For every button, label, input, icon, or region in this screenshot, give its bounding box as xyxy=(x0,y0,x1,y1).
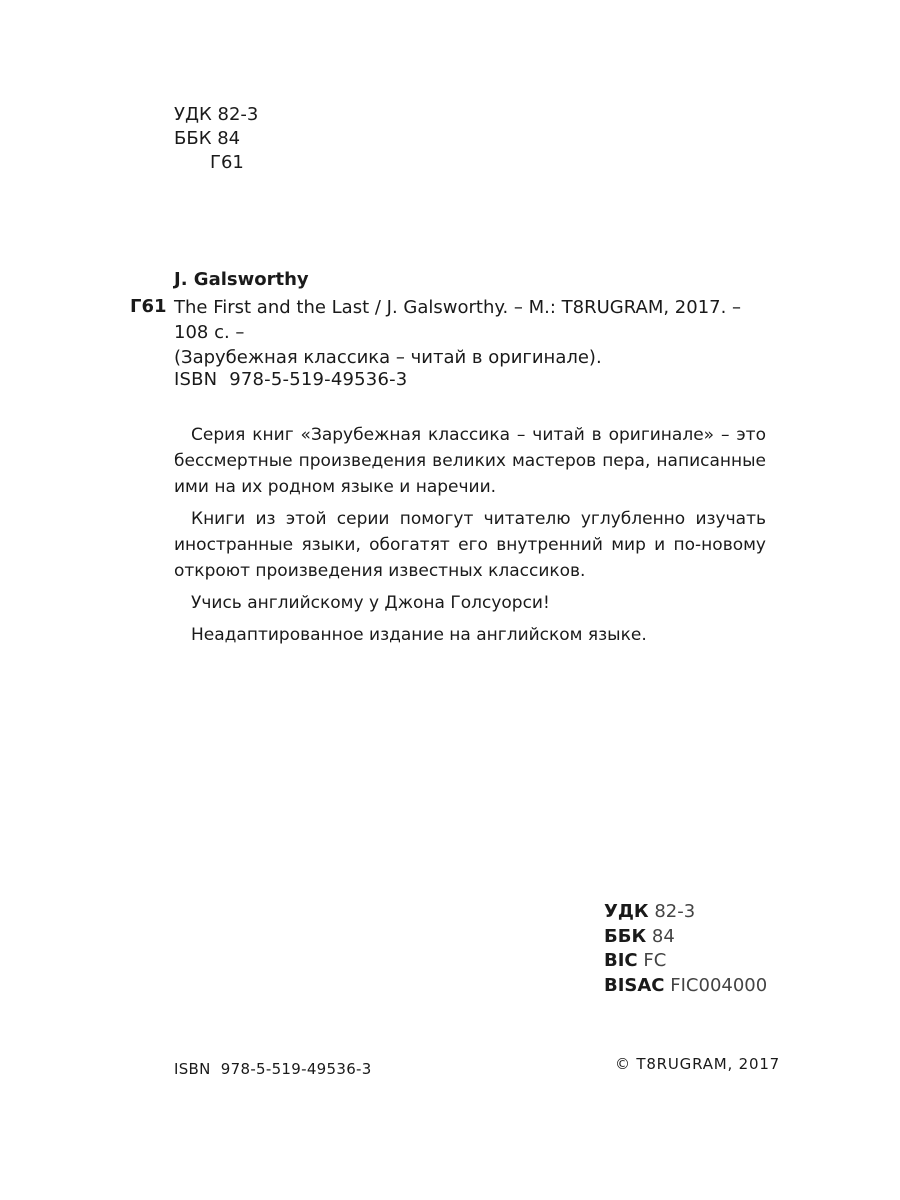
classification-label: BIC xyxy=(604,950,638,971)
bbk-code: ББК 84 xyxy=(174,128,241,149)
classification-row xyxy=(604,925,767,950)
classification-label: ББК xyxy=(604,925,647,947)
classification-value: 82-3 xyxy=(654,901,696,922)
classification-label: BISAC xyxy=(604,974,665,996)
classification-row xyxy=(604,974,767,999)
description-paragraph: Серия книг «Зарубежная классика – читай в оригинале» – это бессмертные произведения великих мастеров пера, написанные ими на их родном языке и наречии. xyxy=(174,425,766,497)
biblio-line-2: (Зарубежная классика – читай в оригинале). xyxy=(174,347,602,368)
description-paragraph: Книги из этой серии помогут читателю углубленно изучать иностранные языки, обогатят его внутренний мир и по-новому откроют произведения известных классиков. xyxy=(174,509,766,581)
description-paragraph: Учись английскому у Джона Голсуорси! xyxy=(191,593,550,613)
classification-value: FC xyxy=(643,950,667,971)
classification-row xyxy=(604,949,767,974)
classification-label: УДК xyxy=(604,901,649,922)
series-description xyxy=(174,422,766,654)
udk-code: УДК 82-3 xyxy=(174,104,259,125)
margin-cutter-code: Г61 xyxy=(130,296,167,317)
isbn-bottom: ISBN 978-5-519-49536-3 xyxy=(174,1060,372,1078)
bibliographic-entry xyxy=(174,295,774,370)
cutter-code: Г61 xyxy=(210,152,244,173)
isbn-top: ISBN 978-5-519-49536-3 xyxy=(174,369,408,390)
classification-value: FIC004000 xyxy=(670,974,768,996)
classification-value: 84 xyxy=(651,925,675,947)
copyright-notice: © T8RUGRAM, 2017 xyxy=(615,1055,781,1073)
author-heading: J. Galsworthy xyxy=(174,269,309,290)
top-classification-codes xyxy=(174,103,258,175)
biblio-line-1: The First and the Last / J. Galsworthy. – М.: T8RUGRAM, 2017. – 108 с. – xyxy=(174,297,742,343)
description-paragraph: Неадаптированное издание на английском языке. xyxy=(191,625,647,645)
classification-block xyxy=(604,900,767,998)
classification-row xyxy=(604,900,767,925)
